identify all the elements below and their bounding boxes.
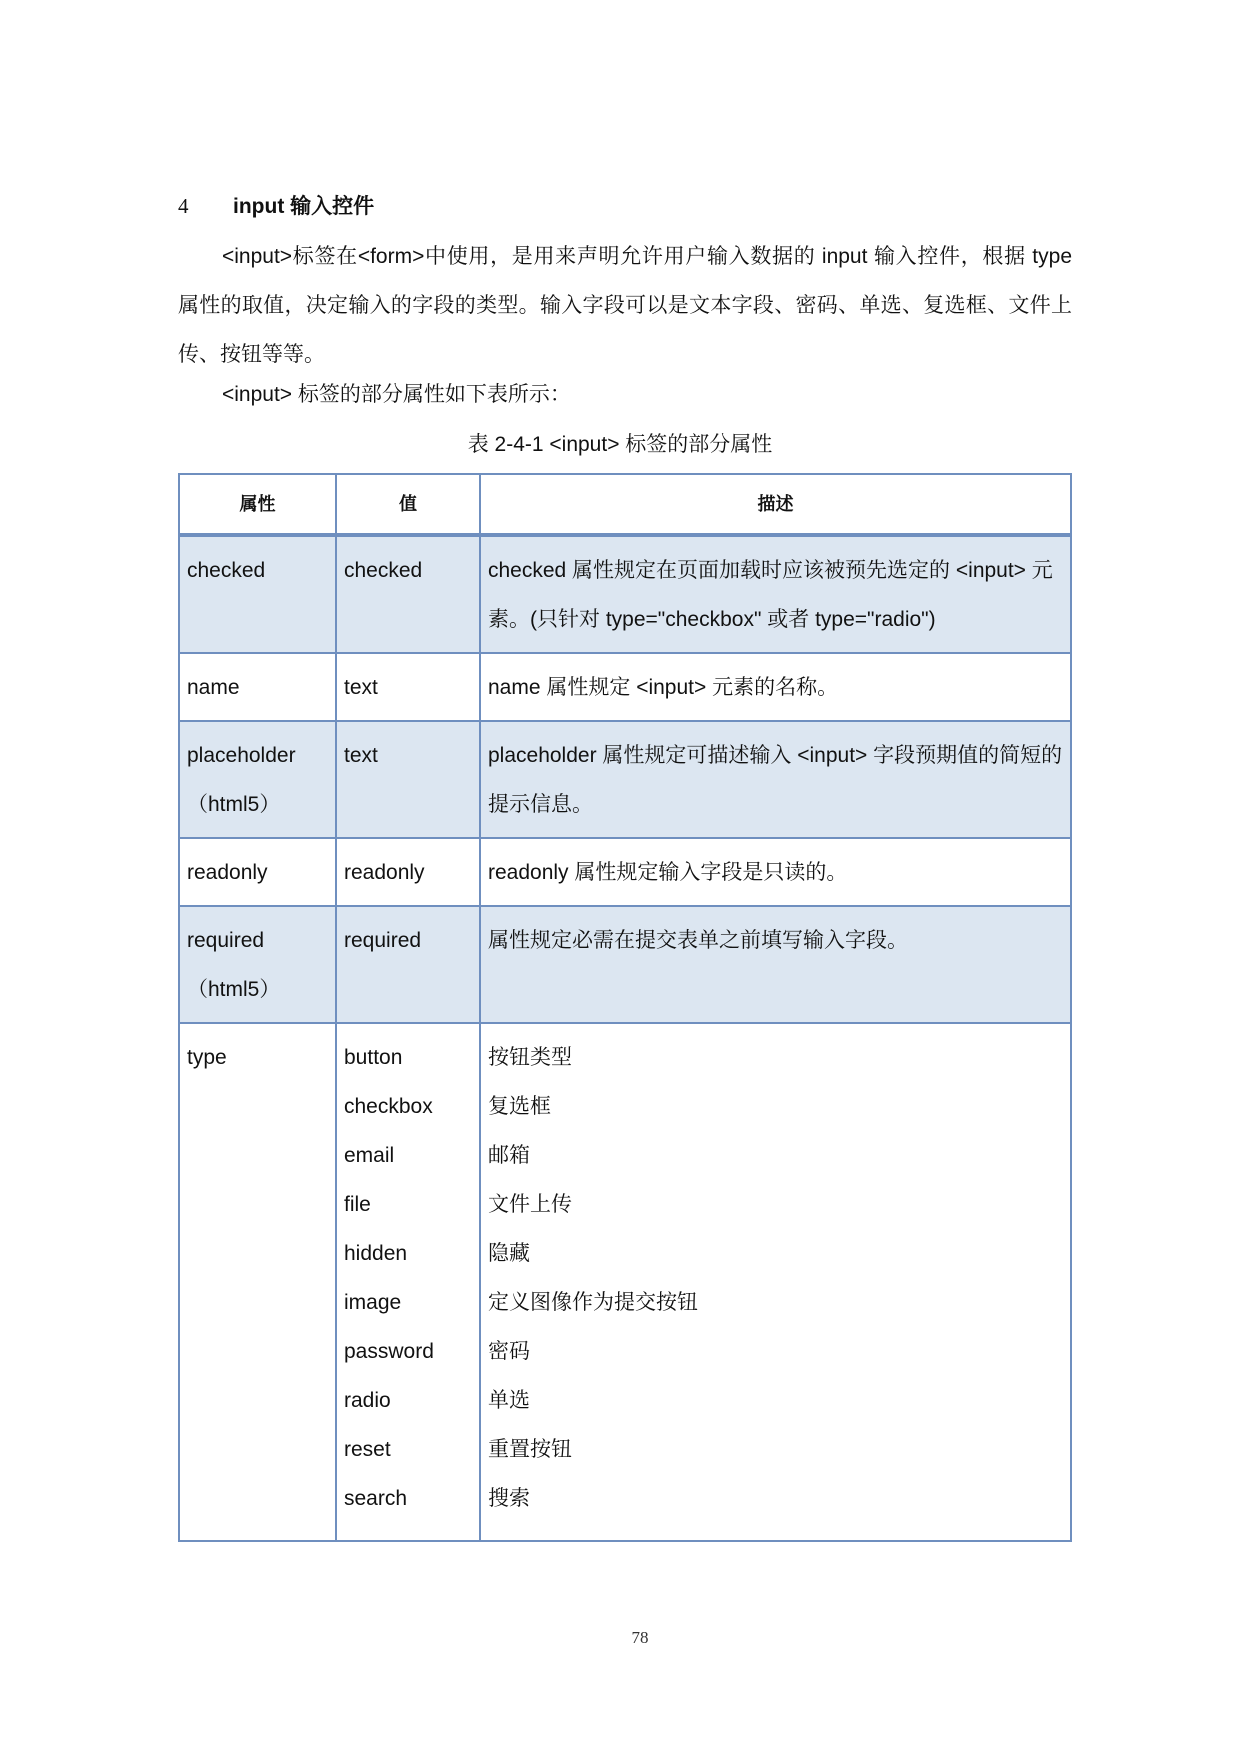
description-cell: readonly 属性规定输入字段是只读的。 xyxy=(480,838,1071,906)
type-description: 按钮类型 xyxy=(488,1046,572,1069)
type-value: search xyxy=(344,1487,408,1510)
description-cell: placeholder 属性规定可描述输入 <input> 字段预期值的简短的提示信息。 xyxy=(480,721,1071,838)
type-description: 重置按钮 xyxy=(488,1438,572,1461)
attribute-cell: required （html5） xyxy=(179,906,336,1023)
type-value: radio xyxy=(344,1389,391,1412)
value-cell: readonly xyxy=(336,838,480,906)
section-number: 4 xyxy=(178,194,189,218)
description-cell xyxy=(480,1023,1071,1541)
type-value: button xyxy=(344,1046,403,1069)
type-description: 文件上传 xyxy=(488,1193,572,1216)
type-value: password xyxy=(344,1340,434,1363)
value-cell: text xyxy=(336,653,480,721)
table-row xyxy=(179,906,1071,1023)
body-paragraph: <input>标签在<form>中使用，是用来声明允许用户输入数据的 input 输入控件，根据 type 属性的取值，决定输入的字段的类型。输入字段可以是文本字段、密码、单选、复选框、文件上传、按钮等等。 xyxy=(178,245,1072,366)
section-heading xyxy=(178,190,374,220)
header-description: 描述 xyxy=(480,474,1071,535)
table-row xyxy=(179,721,1071,838)
value-cell: text xyxy=(336,721,480,838)
type-value: hidden xyxy=(344,1242,408,1265)
type-value: checkbox xyxy=(344,1095,433,1118)
description-cell: checked 属性规定在页面加载时应该被预先选定的 <input> 元素。(只针对 type="checkbox" 或者 type="radio") xyxy=(480,535,1071,653)
type-description: 搜索 xyxy=(488,1487,530,1510)
table-row xyxy=(179,653,1071,721)
table-caption: 表 2-4-1 <input> 标签的部分属性 xyxy=(467,433,773,456)
type-description: 定义图像作为提交按钮 xyxy=(488,1291,698,1314)
type-description: 复选框 xyxy=(488,1095,551,1118)
type-description: 隐藏 xyxy=(488,1242,530,1265)
table-row xyxy=(179,535,1071,653)
type-value: image xyxy=(344,1291,402,1314)
page-number: 78 xyxy=(631,1628,649,1647)
value-cell xyxy=(336,1023,480,1541)
description-cell: name 属性规定 <input> 元素的名称。 xyxy=(480,653,1071,721)
type-description: 邮箱 xyxy=(488,1144,530,1167)
table-row xyxy=(179,838,1071,906)
attributes-table xyxy=(178,473,1072,1542)
header-value: 值 xyxy=(336,474,480,535)
value-cell: required xyxy=(336,906,480,1023)
type-value: reset xyxy=(344,1438,391,1461)
attribute-cell: type xyxy=(179,1023,336,1541)
value-cell: checked xyxy=(336,535,480,653)
header-attribute: 属性 xyxy=(179,474,336,535)
type-value: file xyxy=(344,1193,371,1216)
intro-sentence: <input> 标签的部分属性如下表所示： xyxy=(222,383,571,406)
attribute-cell: checked xyxy=(179,535,336,653)
attribute-cell: placeholder （html5） xyxy=(179,721,336,838)
table-row-type xyxy=(179,1023,1071,1541)
type-description: 密码 xyxy=(488,1340,530,1363)
type-value: email xyxy=(344,1144,395,1167)
section-title: input 输入控件 xyxy=(233,195,375,218)
attribute-cell: name xyxy=(179,653,336,721)
attribute-cell: readonly xyxy=(179,838,336,906)
type-description: 单选 xyxy=(488,1389,530,1412)
description-cell: 属性规定必需在提交表单之前填写输入字段。 xyxy=(480,906,1071,1023)
